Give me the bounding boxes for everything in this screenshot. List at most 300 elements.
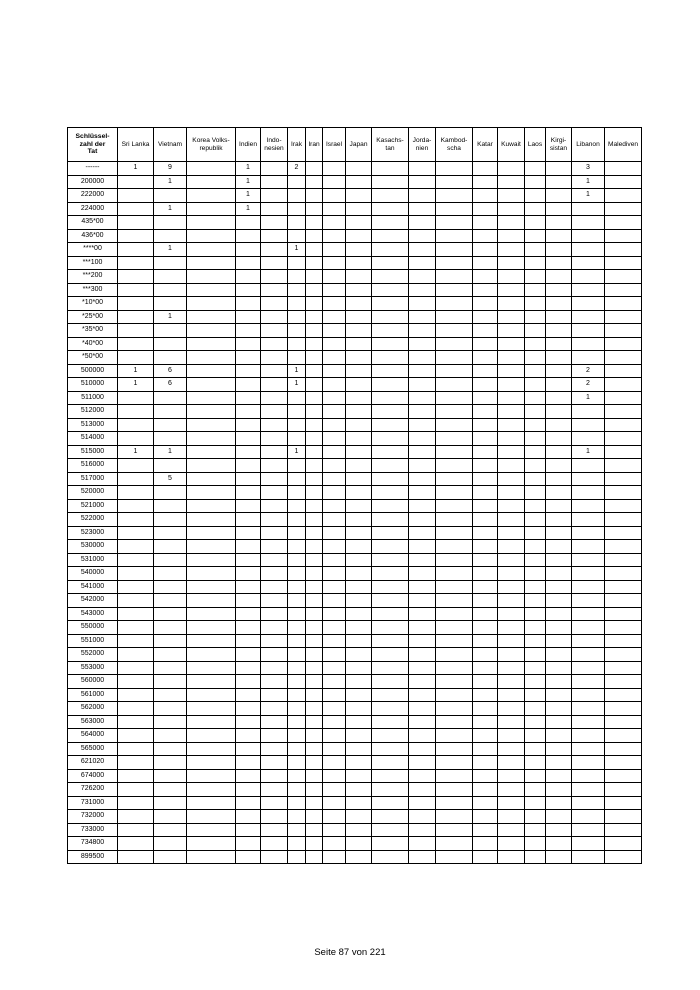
- table-cell: [288, 769, 306, 783]
- row-key: 731000: [68, 796, 118, 810]
- table-cell: [261, 634, 288, 648]
- column-header: Israel: [323, 128, 346, 162]
- table-cell: 2: [288, 162, 306, 176]
- table-cell: [288, 580, 306, 594]
- table-cell: [118, 702, 154, 716]
- table-row: [68, 621, 642, 635]
- table-cell: [323, 256, 346, 270]
- table-cell: [525, 823, 546, 837]
- table-cell: [473, 324, 498, 338]
- table-cell: [572, 418, 605, 432]
- table-cell: [473, 162, 498, 176]
- table-cell: [525, 783, 546, 797]
- table-cell: 1: [572, 391, 605, 405]
- table-cell: [605, 378, 642, 392]
- table-cell: [154, 283, 187, 297]
- page-number: Seite 87 von 221: [314, 947, 386, 958]
- table-cell: [473, 796, 498, 810]
- table-row: [68, 486, 642, 500]
- row-key: ------: [68, 162, 118, 176]
- table-cell: [525, 202, 546, 216]
- table-cell: [306, 175, 323, 189]
- table-cell: [288, 256, 306, 270]
- table-row: [68, 553, 642, 567]
- table-cell: [409, 432, 436, 446]
- table-cell: [323, 405, 346, 419]
- table-cell: [546, 364, 572, 378]
- table-cell: [346, 432, 372, 446]
- table-cell: [473, 580, 498, 594]
- table-cell: [372, 486, 409, 500]
- table-body: [68, 162, 642, 864]
- table-cell: [436, 580, 473, 594]
- table-cell: [572, 337, 605, 351]
- table-cell: [288, 310, 306, 324]
- table-cell: [323, 540, 346, 554]
- table-cell: [436, 567, 473, 581]
- table-cell: [323, 445, 346, 459]
- table-cell: [498, 580, 525, 594]
- table-cell: 1: [154, 175, 187, 189]
- table-cell: [409, 297, 436, 311]
- table-cell: [546, 823, 572, 837]
- table-cell: [323, 175, 346, 189]
- table-cell: [372, 634, 409, 648]
- table-cell: [605, 499, 642, 513]
- table-cell: [572, 661, 605, 675]
- table-cell: [436, 526, 473, 540]
- table-cell: [572, 405, 605, 419]
- table-cell: [572, 756, 605, 770]
- table-cell: [346, 310, 372, 324]
- table-cell: [346, 648, 372, 662]
- table-cell: [118, 675, 154, 689]
- table-cell: [187, 445, 236, 459]
- column-header: Kambod- scha: [436, 128, 473, 162]
- table-cell: [261, 229, 288, 243]
- table-cell: [572, 634, 605, 648]
- table-cell: [118, 405, 154, 419]
- table-cell: [261, 729, 288, 743]
- table-cell: [605, 472, 642, 486]
- table-cell: [498, 229, 525, 243]
- table-cell: [572, 567, 605, 581]
- table-cell: [118, 850, 154, 864]
- table-cell: [473, 283, 498, 297]
- table-cell: [306, 634, 323, 648]
- table-cell: [605, 283, 642, 297]
- table-cell: [288, 526, 306, 540]
- table-cell: [323, 364, 346, 378]
- table-row: [68, 378, 642, 392]
- table-cell: [498, 175, 525, 189]
- table-cell: [409, 796, 436, 810]
- table-cell: [261, 796, 288, 810]
- table-cell: [436, 229, 473, 243]
- table-cell: [546, 513, 572, 527]
- table-cell: [525, 162, 546, 176]
- table-cell: [409, 391, 436, 405]
- column-header: Indo- nesien: [261, 128, 288, 162]
- table-cell: [372, 621, 409, 635]
- table-cell: [546, 243, 572, 257]
- table-cell: [498, 310, 525, 324]
- table-cell: [372, 648, 409, 662]
- table-cell: [525, 391, 546, 405]
- row-key: 511000: [68, 391, 118, 405]
- table-cell: [288, 634, 306, 648]
- table-cell: [346, 202, 372, 216]
- table-cell: [154, 675, 187, 689]
- table-cell: [605, 364, 642, 378]
- table-cell: [409, 418, 436, 432]
- table-cell: [306, 418, 323, 432]
- table-cell: [306, 796, 323, 810]
- table-cell: [261, 661, 288, 675]
- table-cell: [236, 810, 261, 824]
- table-cell: [498, 445, 525, 459]
- table-cell: [605, 540, 642, 554]
- table-cell: [605, 189, 642, 203]
- table-cell: [498, 324, 525, 338]
- table-cell: [261, 850, 288, 864]
- table-cell: [605, 661, 642, 675]
- table-cell: [306, 162, 323, 176]
- table-cell: [261, 391, 288, 405]
- table-cell: [546, 580, 572, 594]
- table-cell: [409, 648, 436, 662]
- table-cell: [436, 648, 473, 662]
- table-cell: [436, 405, 473, 419]
- row-key: 222000: [68, 189, 118, 203]
- table-row: [68, 810, 642, 824]
- table-cell: [346, 229, 372, 243]
- table-cell: [546, 351, 572, 365]
- table-cell: [473, 337, 498, 351]
- table-cell: [372, 337, 409, 351]
- table-cell: [261, 715, 288, 729]
- table-cell: [372, 405, 409, 419]
- table-cell: [346, 702, 372, 716]
- table-cell: [605, 837, 642, 851]
- table-cell: [436, 540, 473, 554]
- table-cell: [346, 499, 372, 513]
- table-cell: [288, 783, 306, 797]
- table-row: [68, 742, 642, 756]
- table-cell: [473, 594, 498, 608]
- table-cell: [187, 270, 236, 284]
- table-row: [68, 837, 642, 851]
- table-cell: [473, 445, 498, 459]
- table-cell: [187, 796, 236, 810]
- table-cell: [187, 499, 236, 513]
- table-cell: [346, 418, 372, 432]
- table-cell: [288, 675, 306, 689]
- table-cell: [473, 472, 498, 486]
- table-cell: [436, 594, 473, 608]
- table-cell: [118, 432, 154, 446]
- table-cell: [187, 540, 236, 554]
- table-cell: [261, 472, 288, 486]
- table-cell: [605, 742, 642, 756]
- table-cell: 1: [288, 364, 306, 378]
- table-cell: [605, 702, 642, 716]
- table-cell: [409, 499, 436, 513]
- table-cell: [306, 472, 323, 486]
- table-cell: [473, 459, 498, 473]
- row-key: 530000: [68, 540, 118, 554]
- table-cell: [473, 567, 498, 581]
- table-cell: [605, 175, 642, 189]
- table-cell: [346, 337, 372, 351]
- table-cell: [572, 729, 605, 743]
- table-cell: [118, 229, 154, 243]
- table-row: [68, 162, 642, 176]
- column-header: Korea Volks- republik: [187, 128, 236, 162]
- row-key: *40*00: [68, 337, 118, 351]
- table-cell: [409, 216, 436, 230]
- row-key: ****00: [68, 243, 118, 257]
- table-cell: [473, 661, 498, 675]
- table-cell: [473, 513, 498, 527]
- table-cell: [261, 486, 288, 500]
- row-key: ***100: [68, 256, 118, 270]
- table-cell: [187, 756, 236, 770]
- table-cell: [346, 594, 372, 608]
- table-row: [68, 580, 642, 594]
- table-cell: [323, 756, 346, 770]
- table-cell: [372, 229, 409, 243]
- table-cell: [546, 769, 572, 783]
- column-header: Katar: [473, 128, 498, 162]
- table-cell: [605, 486, 642, 500]
- table-cell: [605, 405, 642, 419]
- table-cell: [154, 553, 187, 567]
- table-cell: [525, 405, 546, 419]
- table-cell: [546, 445, 572, 459]
- table-cell: [236, 513, 261, 527]
- table-cell: [546, 715, 572, 729]
- table-cell: [473, 621, 498, 635]
- table-row: [68, 594, 642, 608]
- table-cell: [436, 162, 473, 176]
- table-cell: 1: [572, 175, 605, 189]
- table-cell: [236, 661, 261, 675]
- table-cell: [187, 297, 236, 311]
- table-cell: [409, 243, 436, 257]
- table-cell: [372, 823, 409, 837]
- row-key: 521000: [68, 499, 118, 513]
- table-cell: [323, 823, 346, 837]
- table-cell: [436, 391, 473, 405]
- table-row: [68, 229, 642, 243]
- table-cell: [436, 472, 473, 486]
- table-cell: [436, 297, 473, 311]
- table-cell: [187, 378, 236, 392]
- row-key: 516000: [68, 459, 118, 473]
- table-cell: [154, 499, 187, 513]
- table-cell: [525, 297, 546, 311]
- table-cell: [572, 297, 605, 311]
- table-cell: [118, 756, 154, 770]
- table-cell: [498, 526, 525, 540]
- table-cell: [236, 607, 261, 621]
- row-key: 674000: [68, 769, 118, 783]
- table-cell: [261, 418, 288, 432]
- table-cell: [473, 783, 498, 797]
- table-cell: [546, 553, 572, 567]
- table-row: [68, 796, 642, 810]
- table-cell: [118, 648, 154, 662]
- table-cell: [498, 499, 525, 513]
- table-cell: 1: [288, 445, 306, 459]
- table-cell: [261, 310, 288, 324]
- table-cell: [605, 796, 642, 810]
- table-cell: [288, 270, 306, 284]
- table-cell: [498, 634, 525, 648]
- table-cell: [546, 310, 572, 324]
- table-cell: [525, 594, 546, 608]
- column-header: Libanon: [572, 128, 605, 162]
- table-cell: [154, 189, 187, 203]
- table-cell: [323, 810, 346, 824]
- table-cell: [154, 594, 187, 608]
- table-cell: [346, 688, 372, 702]
- table-cell: [187, 742, 236, 756]
- table-cell: [187, 229, 236, 243]
- table-cell: [118, 337, 154, 351]
- table-cell: [409, 823, 436, 837]
- table-cell: [306, 229, 323, 243]
- table-cell: [572, 472, 605, 486]
- table-cell: [118, 216, 154, 230]
- table-cell: [118, 256, 154, 270]
- table-cell: [572, 243, 605, 257]
- table-cell: [288, 810, 306, 824]
- table-cell: [306, 364, 323, 378]
- table-cell: [288, 391, 306, 405]
- table-cell: [187, 405, 236, 419]
- table-cell: [187, 526, 236, 540]
- table-cell: [498, 418, 525, 432]
- table-cell: 1: [236, 189, 261, 203]
- table-cell: [409, 715, 436, 729]
- table-cell: [473, 216, 498, 230]
- row-key: 563000: [68, 715, 118, 729]
- table-cell: [154, 567, 187, 581]
- table-cell: [118, 283, 154, 297]
- table-cell: [525, 702, 546, 716]
- table-cell: [498, 459, 525, 473]
- table-cell: [572, 526, 605, 540]
- table-cell: [546, 634, 572, 648]
- table-cell: [498, 621, 525, 635]
- table-cell: [498, 270, 525, 284]
- table-cell: [473, 405, 498, 419]
- table-cell: [187, 283, 236, 297]
- table-cell: [261, 607, 288, 621]
- table-cell: [546, 621, 572, 635]
- table-cell: [409, 553, 436, 567]
- table-cell: [323, 297, 346, 311]
- table-cell: [236, 594, 261, 608]
- table-cell: [498, 391, 525, 405]
- table-cell: [306, 594, 323, 608]
- table-cell: [236, 364, 261, 378]
- table-cell: [288, 621, 306, 635]
- table-cell: [187, 702, 236, 716]
- table-cell: [525, 378, 546, 392]
- table-cell: [572, 499, 605, 513]
- table-cell: [306, 567, 323, 581]
- table-cell: [323, 324, 346, 338]
- table-cell: [346, 351, 372, 365]
- table-cell: [288, 324, 306, 338]
- table-cell: [154, 850, 187, 864]
- table-cell: [372, 553, 409, 567]
- table-cell: [372, 729, 409, 743]
- table-cell: [118, 391, 154, 405]
- table-cell: [572, 310, 605, 324]
- table-cell: [323, 351, 346, 365]
- table-cell: [288, 216, 306, 230]
- table-cell: [154, 432, 187, 446]
- table-cell: [118, 472, 154, 486]
- table-cell: [236, 729, 261, 743]
- table-cell: 2: [572, 378, 605, 392]
- table-cell: [525, 432, 546, 446]
- table-row: [68, 283, 642, 297]
- table-cell: [525, 513, 546, 527]
- table-cell: [323, 472, 346, 486]
- table-cell: [323, 783, 346, 797]
- table-cell: [323, 769, 346, 783]
- table-cell: [154, 634, 187, 648]
- row-key: 550000: [68, 621, 118, 635]
- table-cell: [154, 783, 187, 797]
- table-cell: [473, 270, 498, 284]
- table-cell: [346, 742, 372, 756]
- table-row: [68, 648, 642, 662]
- table-cell: [473, 526, 498, 540]
- table-cell: [409, 364, 436, 378]
- table-cell: [572, 621, 605, 635]
- table-cell: [323, 270, 346, 284]
- table-cell: [236, 256, 261, 270]
- table-cell: [306, 607, 323, 621]
- table-cell: [525, 175, 546, 189]
- table-cell: [605, 418, 642, 432]
- table-cell: [473, 540, 498, 554]
- table-cell: [498, 594, 525, 608]
- table-cell: [118, 175, 154, 189]
- table-cell: [572, 202, 605, 216]
- table-cell: 1: [236, 175, 261, 189]
- table-cell: [546, 648, 572, 662]
- row-key: 621020: [68, 756, 118, 770]
- table-cell: [436, 189, 473, 203]
- table-cell: [605, 324, 642, 338]
- table-cell: [409, 324, 436, 338]
- row-key: 523000: [68, 526, 118, 540]
- table-cell: [346, 540, 372, 554]
- table-cell: [323, 283, 346, 297]
- table-cell: [498, 688, 525, 702]
- table-cell: [525, 553, 546, 567]
- table-cell: [473, 823, 498, 837]
- table-cell: [498, 567, 525, 581]
- table-cell: 3: [572, 162, 605, 176]
